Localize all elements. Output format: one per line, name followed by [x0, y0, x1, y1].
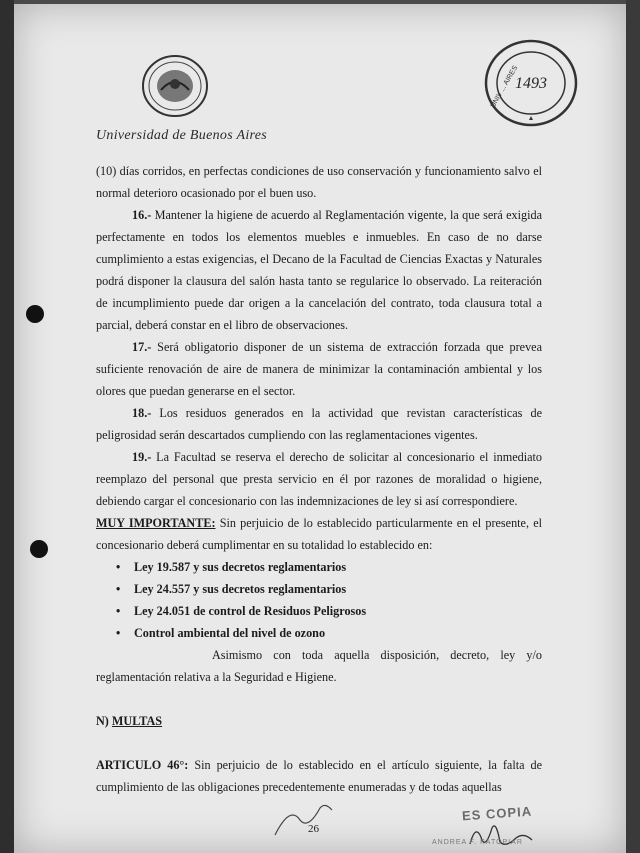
clause-16 [96, 204, 542, 336]
section-prefix: N) [96, 714, 109, 728]
page-number: 26 [308, 823, 319, 835]
important-label: MUY IMPORTANTE: [96, 516, 216, 530]
law-item: • Ley 24.557 y sus decretos reglamentarios [116, 578, 542, 600]
clause-19-text: La Facultad se reserva el derecho de solicitar al concesionario el inmediato reemplazo del personal que presta servicio en él por razones de moralidad o higiene, debiendo cargar el concesionario con las indemnizaciones de ley si así correspondiere. [96, 450, 542, 508]
punch-hole-bottom [30, 540, 48, 558]
stamp-number: 1493 [515, 75, 547, 92]
copy-stamp: ES COPIA [461, 803, 533, 824]
asimismo-paragraph: Asimismo con toda aquella disposición, decreto, ley y/o reglamentación relativa a la Seguridad e Higiene. [96, 648, 542, 684]
university-seal-icon [141, 54, 209, 118]
paragraph-continuation: (10) días corridos, en perfectas condiciones de uso conservación y funcionamiento salvo el normal deterioro ocasionado por el buen uso. [96, 164, 542, 200]
article-text: Sin perjuicio de lo establecido en el artículo siguiente, la falta de cumplimiento de las obligaciones precedentemente enumeradas y de todas aquellas [96, 758, 542, 794]
clause-19 [96, 446, 542, 512]
clause-18 [96, 402, 542, 446]
clause-19-number: 19.- [132, 450, 152, 464]
scan-left-edge [0, 0, 14, 853]
scan-right-edge [626, 0, 640, 853]
article-label: ARTICULO 46°: [96, 758, 189, 772]
stamp-ring-text: UNIV ... AIRES [489, 64, 520, 109]
clause-17-text: Será obligatorio disponer de un sistema de extracción forzada que prevea suficiente renovación de aire de manera de minimizar la contaminación ambiental y los olores que puedan generarse en el sector. [96, 340, 543, 398]
laws-list [96, 556, 542, 644]
section-heading [96, 710, 542, 732]
important-text: Sin perjuicio de lo establecido particularmente en el presente, el concesionario deberá cumplimentar en su totalidad lo establecido en: [96, 516, 542, 552]
law-item: • Ley 24.051 de control de Residuos Peligrosos [116, 600, 542, 622]
document-body [96, 160, 542, 798]
university-name: Universidad de Buenos Aires [96, 128, 268, 143]
signatory-name: ANDREA F. KATOPIAR [432, 839, 523, 846]
clause-18-number: 18.- [132, 406, 152, 420]
section-title: MULTAS [111, 714, 163, 728]
article-46 [96, 754, 542, 798]
clause-16-number: 16.- [132, 208, 152, 222]
important-note [96, 512, 542, 556]
law-item: • Ley 19.587 y sus decretos reglamentarios [116, 556, 542, 578]
handwritten-initials [270, 800, 340, 840]
clause-17 [96, 336, 542, 402]
law-item: • Control ambiental del nivel de ozono [116, 622, 542, 644]
round-stamp-icon [484, 38, 578, 128]
punch-hole-top [26, 305, 44, 323]
clause-18-text: Los residuos generados en la actividad que revistan características de peligrosidad serán descartados cumpliendo con las reglamentaciones vigentes. [96, 406, 543, 442]
clause-16-text: Mantener la higiene de acuerdo al Reglamentación vigente, la que será exigida perfectamente en todos los elementos muebles e inmuebles. En caso de no darse cumplimiento a estas exigencias, el Decano de la Facultad de Ciencias Exactas y Naturales podrá disponer la clausura del salón hasta tanto se regularice lo observado. La reiteración de incumplimiento puede dar origen a la cancelación del contrato, toda clausura total a parcial, deberá constar en el libro de observaciones. [96, 208, 542, 332]
clause-17-number: 17.- [132, 340, 152, 354]
